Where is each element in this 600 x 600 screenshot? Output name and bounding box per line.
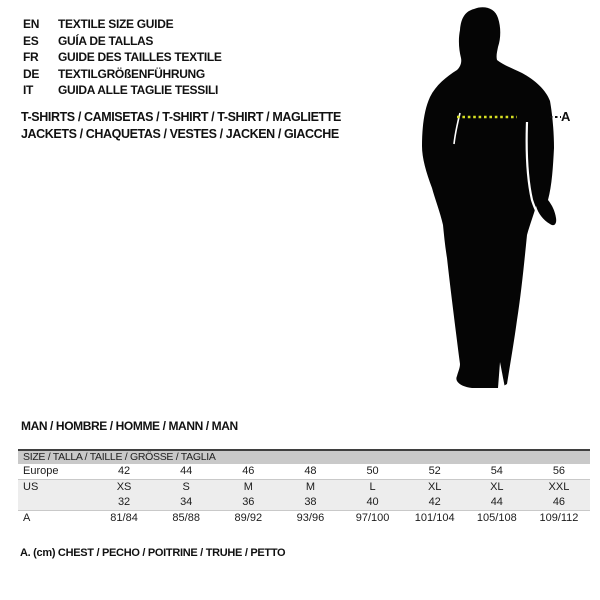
size-value: 101/104 — [414, 512, 455, 524]
size-value: 97/100 — [355, 512, 390, 524]
size-value: XL — [490, 481, 504, 493]
table-row-europe — [18, 464, 590, 480]
size-value: 42 — [117, 465, 131, 477]
size-value: 93/96 — [296, 512, 325, 524]
size-value: XL — [427, 481, 442, 493]
size-value: 48 — [304, 465, 317, 477]
language-code: ES — [23, 33, 39, 48]
row-label: US — [23, 481, 39, 493]
table-row-us-numeric — [18, 495, 590, 511]
language-title: TEXTILGRÖßENFÜHRUNG — [58, 66, 205, 81]
man-silhouette-shape — [422, 7, 556, 388]
language-title: GUIDE DES TAILLES TEXTILE — [58, 50, 222, 65]
size-value: M — [305, 481, 316, 493]
language-code: FR — [23, 50, 39, 65]
row-label: Europe — [23, 465, 59, 477]
language-title-list — [23, 16, 222, 99]
man-silhouette-figure — [400, 0, 600, 400]
language-title: TEXTILE SIZE GUIDE — [58, 17, 174, 31]
category-jackets: JACKETS / CHAQUETAS / VESTES / JACKEN / GIACCHE — [21, 127, 339, 141]
size-value: 85/88 — [172, 512, 200, 524]
size-value: 36 — [242, 496, 255, 508]
size-value: XXL — [548, 481, 570, 493]
garment-category-list — [21, 109, 341, 143]
size-table-header: SIZE / TALLA / TAILLE / GRÖSSE / TAGLIA — [18, 451, 590, 464]
language-row-en — [23, 16, 222, 33]
size-value: 40 — [366, 496, 379, 508]
language-code: IT — [23, 83, 34, 98]
size-value: 56 — [552, 465, 566, 477]
size-value: 46 — [242, 465, 255, 477]
section-title-man: MAN / HOMBRE / HOMME / MANN / MAN — [21, 419, 238, 433]
size-value: 32 — [117, 496, 131, 508]
size-value: 34 — [180, 496, 193, 508]
table-row-us — [18, 480, 590, 495]
language-row-de — [23, 66, 222, 83]
size-table — [18, 449, 590, 526]
size-value: L — [369, 481, 376, 493]
language-row-fr — [23, 49, 222, 66]
row-label — [18, 495, 93, 510]
size-value: 52 — [428, 465, 441, 477]
table-row-chest-a — [18, 511, 590, 526]
size-value: 44 — [490, 496, 503, 508]
language-row-it — [23, 82, 222, 99]
language-row-es — [23, 33, 222, 50]
language-code: EN — [23, 17, 40, 31]
size-value: 81/84 — [110, 512, 138, 524]
language-title: GUÍA DE TALLAS — [58, 33, 154, 48]
category-tshirts: T-SHIRTS / CAMISETAS / T-SHIRT / T-SHIRT / MAGLIETTE — [21, 110, 341, 124]
size-value: 42 — [428, 496, 441, 508]
size-value: 109/112 — [539, 512, 579, 524]
size-value: 44 — [180, 465, 193, 477]
size-value: 50 — [366, 465, 379, 477]
language-title: GUIDA ALLE TAGLIE TESSILI — [58, 83, 219, 98]
size-value: 54 — [490, 465, 503, 477]
size-value: M — [243, 481, 253, 493]
size-value: S — [182, 481, 190, 493]
man-silhouette-svg — [400, 0, 600, 400]
size-value: 89/92 — [234, 512, 263, 524]
language-code: DE — [23, 66, 40, 81]
measurement-note: A. (cm) CHEST / PECHO / POITRINE / TRUHE / PETTO — [20, 547, 286, 559]
size-value: 38 — [304, 496, 317, 508]
measure-label-a: A — [561, 109, 571, 124]
row-label: A — [23, 512, 31, 524]
size-value: XS — [116, 481, 132, 493]
size-value: 46 — [552, 496, 566, 508]
size-value: 105/108 — [476, 512, 517, 524]
